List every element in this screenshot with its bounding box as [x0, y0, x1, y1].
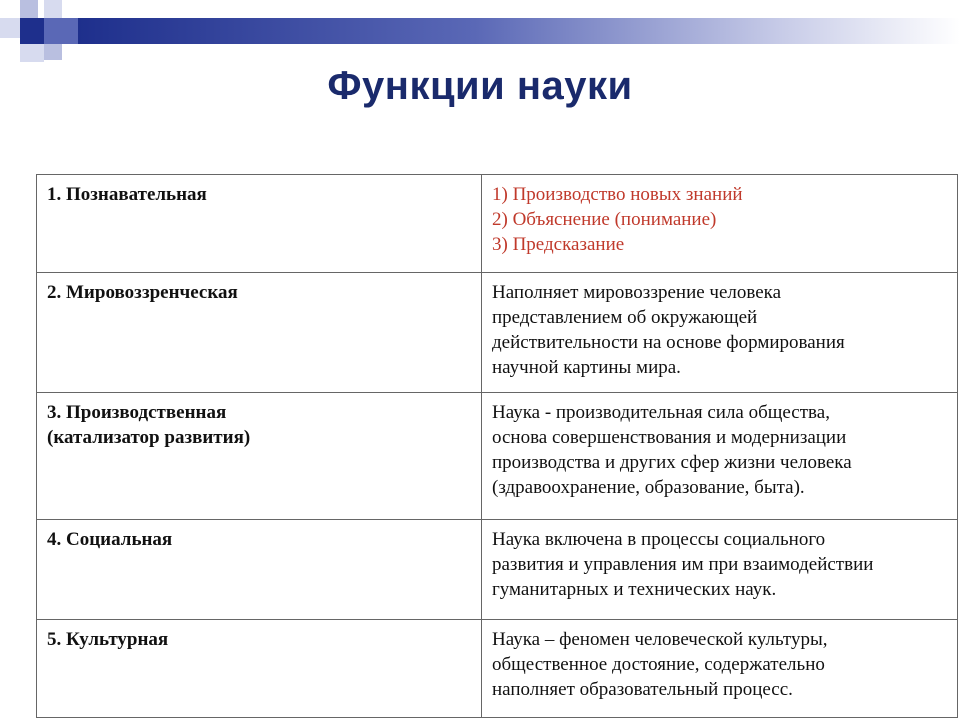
description-line: гуманитарных и технических наук. — [492, 579, 777, 600]
description-line: Наука – феномен человеческой культуры, — [492, 629, 828, 650]
function-description — [482, 175, 958, 273]
description-line: основа совершенствования и модернизации — [492, 427, 847, 448]
function-name: 4. Социальная — [37, 520, 482, 620]
function-description — [482, 620, 958, 718]
function-name: 2. Мировоззренческая — [37, 273, 482, 393]
description-line: действительности на основе формирования — [492, 332, 845, 353]
description-line: научной картины мира. — [492, 357, 681, 378]
description-line: 2) Объяснение (понимание) — [492, 209, 717, 230]
header-gradient-bar — [78, 18, 960, 44]
description-line: Наука - производительная сила общества, — [492, 402, 830, 423]
description-line: представлением об окружающей — [492, 307, 758, 328]
description-line: 1) Производство новых знаний — [492, 184, 743, 205]
description-line: производства и других сфер жизни человека — [492, 452, 852, 473]
functions-table — [36, 174, 958, 718]
function-name: 1. Познавательная — [37, 175, 482, 273]
function-name — [37, 393, 482, 520]
description-line: Наука включена в процессы социального — [492, 529, 826, 550]
description-line: 3) Предсказание — [492, 234, 625, 255]
deco-square — [20, 18, 44, 44]
function-description — [482, 273, 958, 393]
deco-square — [20, 0, 38, 18]
table-row — [37, 175, 958, 273]
function-description — [482, 520, 958, 620]
header-decoration — [0, 0, 960, 64]
description-line: Наполняет мировоззрение человека — [492, 282, 782, 303]
deco-square — [0, 18, 20, 38]
description-line: развития и управления им при взаимодействии — [492, 554, 874, 575]
page-title: Функции науки — [327, 64, 633, 108]
table-row — [37, 620, 958, 718]
table-row — [37, 393, 958, 520]
table-row — [37, 273, 958, 393]
deco-square — [44, 18, 78, 44]
deco-square — [20, 44, 44, 62]
function-name: 5. Культурная — [37, 620, 482, 718]
deco-square — [44, 44, 62, 60]
description-line: общественное достояние, содержательно — [492, 654, 825, 675]
function-name-line: (катализатор развития) — [47, 427, 251, 448]
description-line: наполняет образовательный процесс. — [492, 679, 793, 700]
description-line: (здравоохранение, образование, быта). — [492, 477, 805, 498]
table-row — [37, 520, 958, 620]
function-description — [482, 393, 958, 520]
deco-square — [44, 0, 62, 18]
function-name-line: 3. Производственная — [47, 402, 227, 423]
